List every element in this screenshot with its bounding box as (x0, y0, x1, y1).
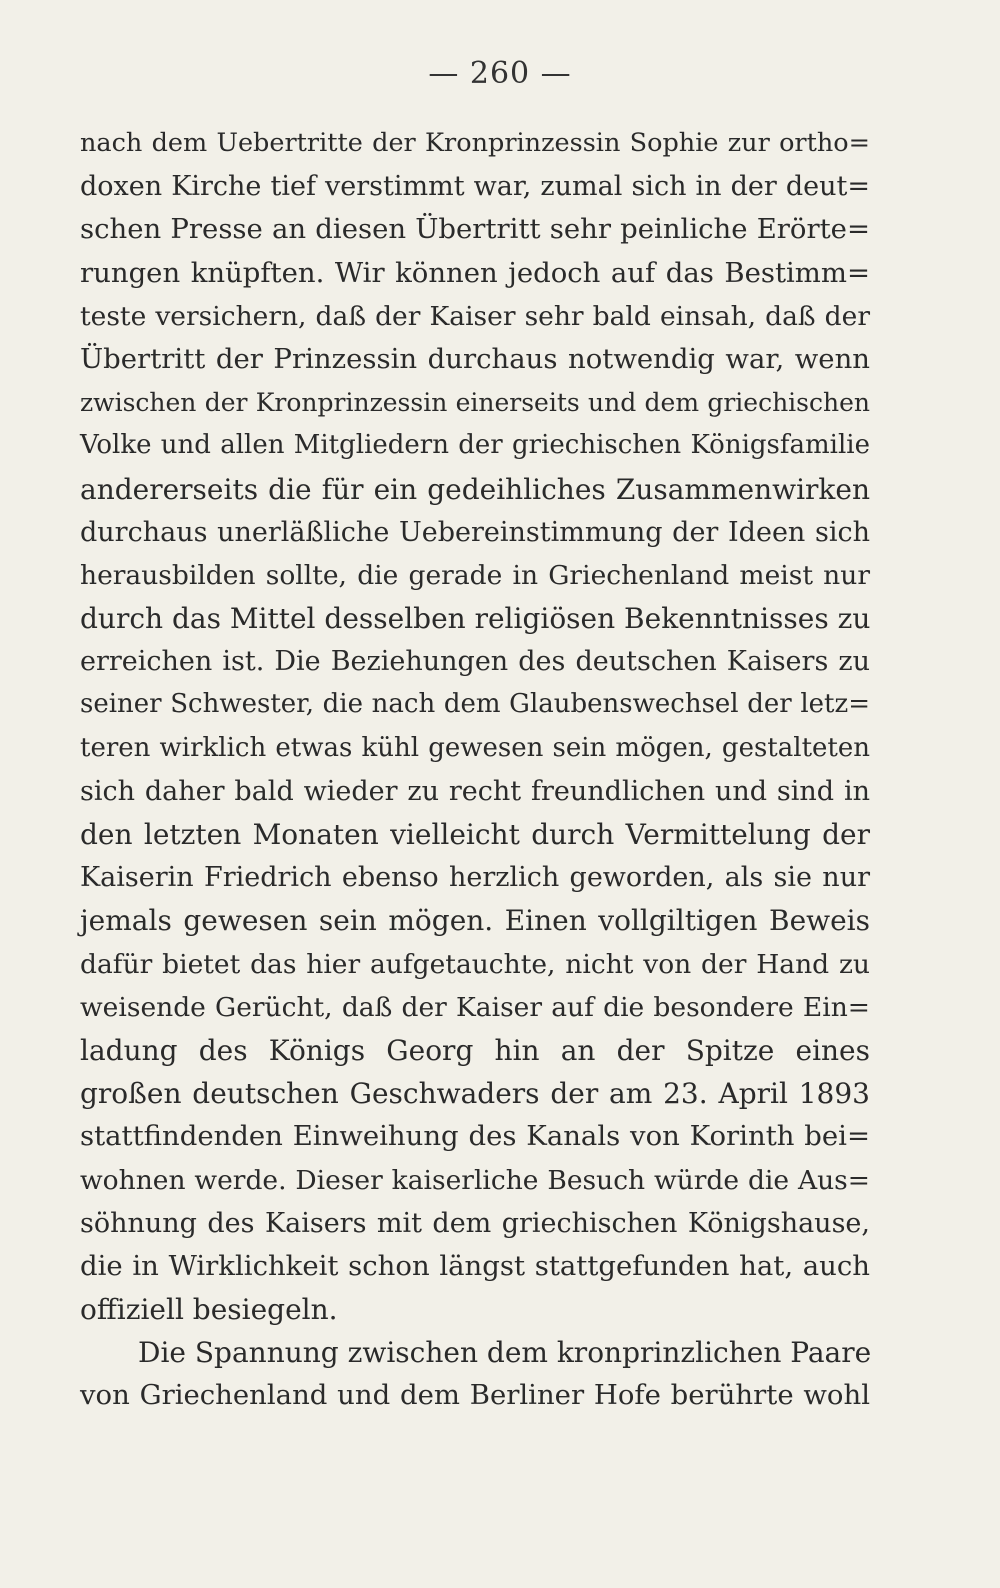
text-line: durchaus unerläßliche Uebereinstimmung der Ideen sich (80, 516, 870, 548)
text-line: herausbilden sollte, die gerade in Griechenland meist nur (80, 559, 870, 591)
text-line: seiner Schwester, die nach dem Glaubenswechsel der letz= (80, 689, 870, 720)
text-line: den letzten Monaten vielleicht durch Vermittelung der (80, 818, 870, 851)
text-line: sich daher bald wieder zu recht freundlichen und sind in (80, 775, 870, 807)
text-line: Kaiserin Friedrich ebenso herzlich geworden, als sie nur (80, 862, 870, 894)
text-line: dafür bietet das hier aufgetauchte, nicht von der Hand zu (80, 948, 870, 980)
text-line: söhnung des Kaisers mit dem griechischen Königshause, (80, 1207, 870, 1239)
text-line: Übertritt der Prinzessin durchaus notwendig war, wenn (80, 342, 870, 375)
text-line: jemals gewesen sein mögen. Einen vollgiltigen Beweis (80, 904, 870, 938)
text-line: Volke und allen Mitgliedern der griechischen Königsfamilie (80, 430, 870, 461)
body-text (80, 122, 870, 1418)
text-line: stattfindenden Einweihung des Kanals von Korinth bei= (80, 1120, 870, 1153)
text-line: durch das Mittel desselben religiösen Bekenntnisses zu (80, 602, 871, 636)
text-line: nach dem Uebertritte der Kronprinzessin Sophie zur ortho= (80, 128, 870, 158)
text-line: weisende Gerücht, daß der Kaiser auf die besondere Ein= (80, 991, 870, 1023)
text-line: teste versichern, daß der Kaiser sehr bald einsah, daß der (80, 300, 870, 332)
text-line: erreichen ist. Die Beziehungen des deutschen Kaisers zu (80, 646, 870, 678)
text-line: großen deutschen Geschwaders der am 23. April 1893 (80, 1077, 870, 1111)
paragraph-start-line: Die Spannung zwischen dem kronprinzlichen Paare (138, 1336, 872, 1370)
text-line: ladung des Königs Georg hin an der Spitze eines (80, 1033, 870, 1067)
text-line: schen Presse an diesen Übertritt sehr peinliche Erörte= (80, 213, 870, 246)
text-line: doxen Kirche tief verstimmt war, zumal sich in der deut= (80, 171, 870, 203)
page-number: — 260 — (428, 56, 572, 91)
text-line: zwischen der Kronprinzessin einerseits und dem griechischen (80, 388, 870, 418)
text-line: wohnen werde. Dieser kaiserliche Besuch würde die Aus= (80, 1164, 870, 1196)
text-line: andererseits die für ein gedeihliches Zusammenwirken (80, 472, 870, 506)
text-line: von Griechenland und dem Berliner Hofe berührte wohl (80, 1379, 870, 1412)
text-line: rungen knüpften. Wir können jedoch auf das Bestimm= (80, 256, 870, 289)
text-line: teren wirklich etwas kühl gewesen sein mögen, gestalteten (80, 732, 870, 763)
text-line: die in Wirklichkeit schon längst stattgefunden hat, auch (80, 1249, 870, 1282)
paragraph-end-line: offiziell besiegeln. (80, 1293, 338, 1327)
